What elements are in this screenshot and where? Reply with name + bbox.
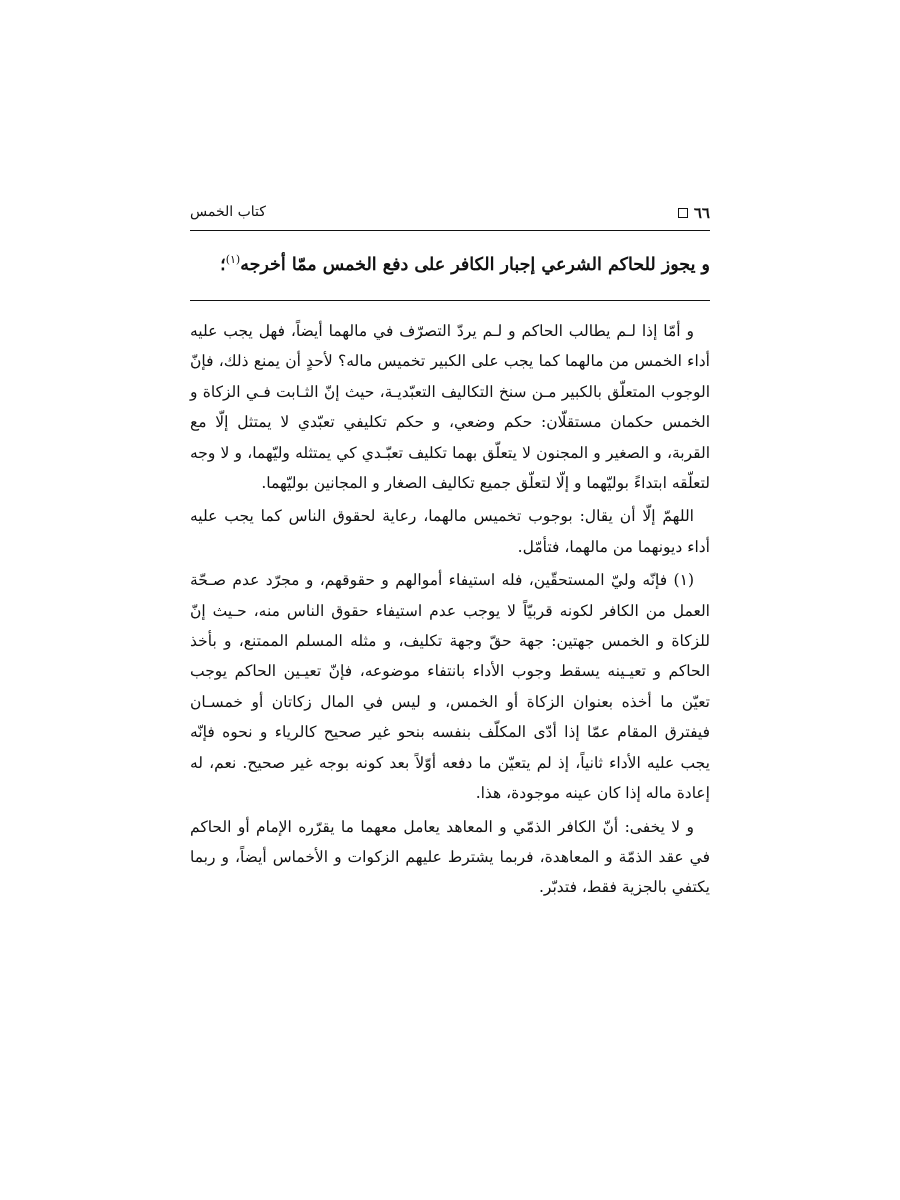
text-divider xyxy=(190,300,710,301)
page-number-text: ٦٦ xyxy=(693,204,710,222)
paragraph: و لا يخفى: أنّ الكافر الذمّي و المعاهد يعامل معهما ما يقرّره الإمام أو الحاكم في عقد الذمّة و المعاهدة، فربما يشترط عليهم الزكوات و الأخماس أيضاً، و ربما يكتفي بالجزية فقط، فتدبّر. xyxy=(190,817,710,897)
page-number xyxy=(678,204,710,222)
lead-text: و يجوز للحاكم الشرعي إجبار الكافر على دفع الخمس ممّا أخرجه xyxy=(240,254,710,275)
paragraph: اللهمّ إلّا أن يقال: بوجوب تخميس مالهما، رعاية لحقوق الناس كما يجب عليه أداء ديونهما من مالهما، فتأمّل. xyxy=(190,507,710,556)
lead-trail: ؛ xyxy=(220,254,226,275)
lead-sentence xyxy=(190,244,710,281)
running-title: كتاب الخمس xyxy=(190,204,266,220)
paragraph: و أمّا إذا لـم يطالب الحاكم و لـم يردّ التصرّف في مالهما أيضاً، فهل يجب عليه أداء الخمس من مالهما كما يجب على الكبير تخميس ماله؟ لأحدٍ أن يمنع ذلك، فإنّ الوجوب المتعلّق بالكبير مـن سنخ التكاليف التعبّديـة، حيث إنّ الثـابت فـي الزكاة و الخمس حكمان مستقلّان: حكم وضعي، و حكم تكليفي تعبّدي لا يمتثل إلّا مع القربة، و الصغير و المجنون لا يتعلّق بهما تكليف تعبّـدي كي يمتثله وليّهما، و لا وجه لتعلّقه ابتداءً بوليّهما و إلّا لتعلّق جميع تكاليف الصغار و المجانين بوليّهما. xyxy=(190,322,710,493)
footnote-ref: (١) xyxy=(225,253,241,266)
page-header xyxy=(190,204,710,228)
commentary-body xyxy=(190,316,710,906)
square-icon xyxy=(678,208,688,218)
footnote-paragraph: (١) فإنّه وليّ المستحقّين، فله استيفاء أموالهم و حقوقهم، و مجرّد عدم صـحّة العمل من الكافر لكونه قربيّاً لا يوجب عدم استيفاء حقوق الناس منه، حـيث إنّ للزكاة و الخمس جهتين: جهة حقّ وجهة تكليف، و مثله المسلم الممتنع، و بأخذ الحاكم و تعيـينه يسقط وجوب الأداء بانتفاء موضوعه، فإنّ تعيـين الحاكم يوجب تعيّن ما أخذه بعنوان الزكاة أو الخمس، و ليس في المال زكاتان أو خمسـان فيفترق المقام عمّا إذا أدّى المكلّف بنفسه بنحو غير صحيح كالرياء و نحوه فإنّه يجب عليه الأداء ثانياً، إذ لم يتعيّن ما دفعه أوّلاً بعد كونه بوجه غير صحيح. نعم، له إعادة ماله إذا كان عينه موجودة، هذا. xyxy=(190,571,710,803)
header-divider xyxy=(190,230,710,231)
